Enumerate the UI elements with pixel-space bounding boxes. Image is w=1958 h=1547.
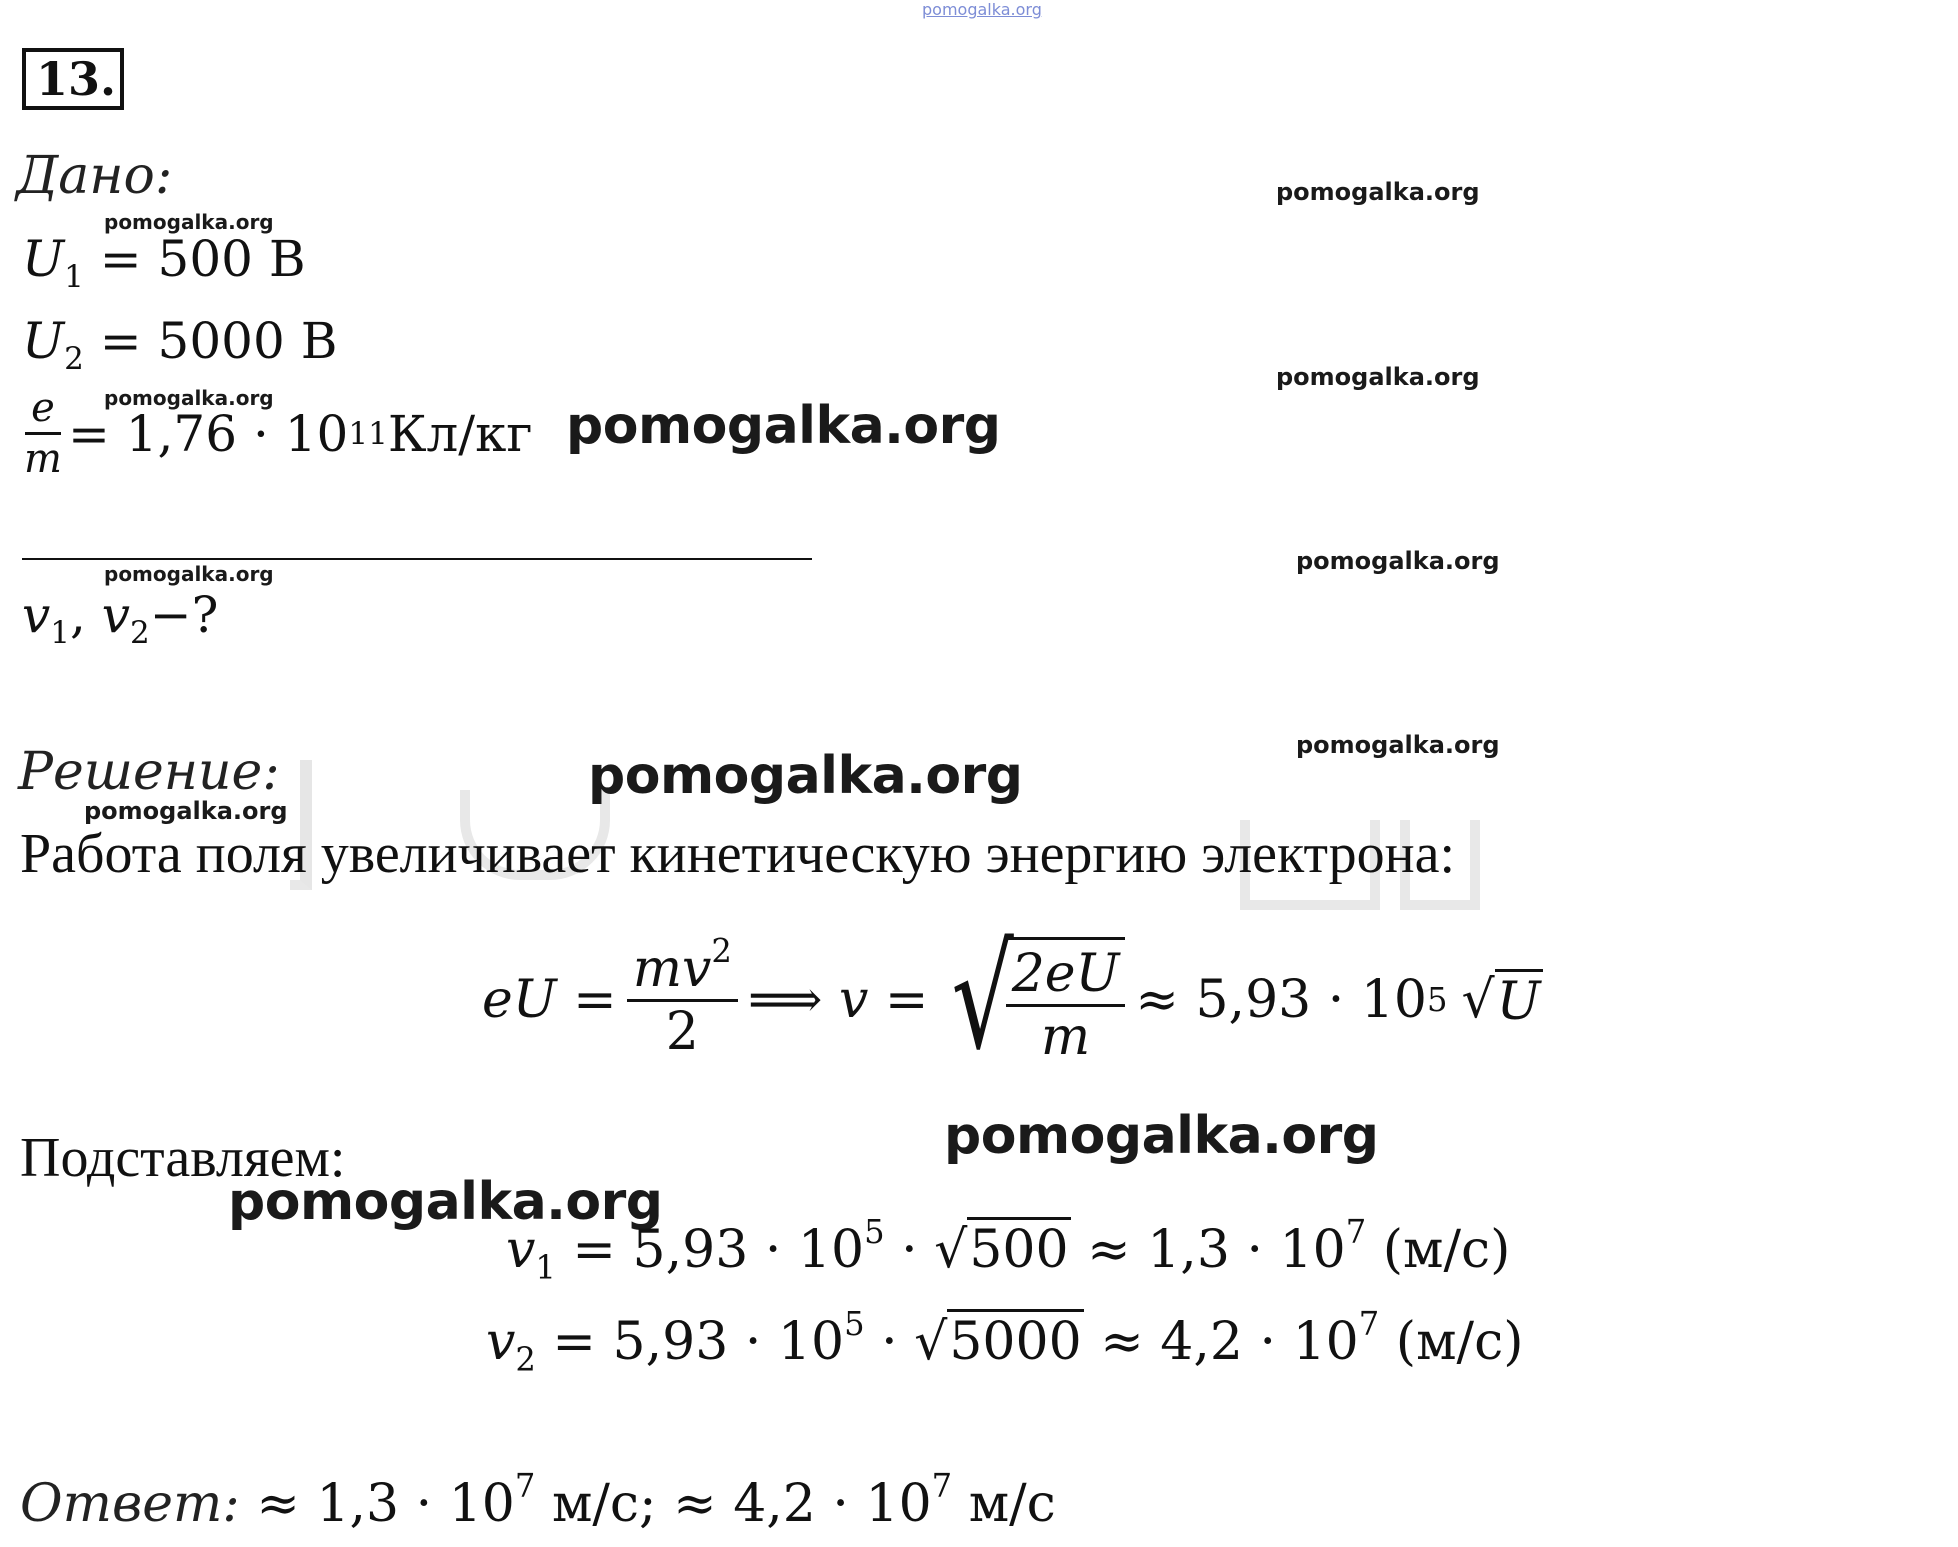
- problem-number: 13.: [36, 52, 117, 106]
- watermark: pomogalka.org: [104, 562, 274, 586]
- solution-heading: Решение:: [18, 742, 280, 802]
- sqrt-small: √: [1461, 970, 1495, 1030]
- problem-number-box: [22, 48, 124, 110]
- subscript: 1: [64, 258, 84, 295]
- var-u: U: [22, 312, 65, 370]
- answer-value-1: ≈ 1,3 · 10: [239, 1474, 515, 1534]
- separator: ,: [69, 586, 102, 644]
- main-formula: eU = $\frac{mv^2}{2}$ ⟹ v = √ $\frac{2eU}{m}$ ≈ 5,93 · 10 5 √ U: [482, 918, 1541, 1081]
- subscript: 1: [535, 1248, 556, 1287]
- fraction-numerator: 2eU: [1006, 948, 1126, 1007]
- var-v: v: [101, 586, 131, 644]
- formula-lhs: eU =: [482, 970, 617, 1030]
- sqrt-radicand: U: [1495, 969, 1543, 1032]
- multiply: ·: [884, 1220, 935, 1280]
- exponent: 2: [711, 931, 732, 970]
- fraction-kinetic: [627, 931, 738, 1062]
- watermark: pomogalka.org: [104, 210, 274, 234]
- sqrt-radicand: 500: [967, 1217, 1070, 1280]
- exponent: 5: [844, 1304, 865, 1343]
- solution-intro: Работа поля увеличивает кинетическую энергию электрона:: [20, 823, 1456, 885]
- answer-line: [20, 1466, 1056, 1534]
- watermark: pomogalka.org: [944, 1106, 1379, 1166]
- exponent: 7: [514, 1466, 536, 1505]
- given-u1: [22, 230, 306, 295]
- var-u: U: [22, 230, 65, 288]
- watermark: pomogalka.org: [228, 1172, 663, 1232]
- unit: (м/с): [1379, 1312, 1524, 1372]
- question-mark: −?: [149, 586, 219, 644]
- watermark: pomogalka.org: [1276, 178, 1480, 206]
- exponent: 7: [1358, 1304, 1380, 1343]
- calc-coefficient: = 5,93 · 10: [555, 1220, 865, 1280]
- unit: Кл/кг: [387, 404, 533, 463]
- var-v: v: [22, 586, 51, 644]
- calc-result: ≈ 4,2 · 10: [1083, 1312, 1359, 1372]
- value-u2: = 5000 В: [83, 312, 338, 370]
- unit: м/с: [952, 1474, 1056, 1534]
- substitute-heading: Подставляем:: [20, 1127, 346, 1189]
- subscript: 2: [64, 340, 84, 377]
- calc-result: ≈ 1,3 · 10: [1070, 1220, 1346, 1280]
- sqrt-fraction: [1006, 937, 1126, 1067]
- given-charge-ratio: $\frac{e}{m}$ = 1,76 · 10 11 Кл/кг: [18, 388, 533, 479]
- formula-approx: ≈ 5,93 · 10: [1135, 970, 1428, 1030]
- sqrt-small: √: [934, 1220, 968, 1280]
- formula-implies: ⟹ v =: [747, 970, 929, 1030]
- watermark: pomogalka.org: [84, 797, 288, 825]
- value-u1: = 500 В: [83, 230, 306, 288]
- find-velocities: [22, 586, 219, 651]
- calc-coefficient: = 5,93 · 10: [535, 1312, 845, 1372]
- answer-heading: Ответ:: [20, 1474, 240, 1534]
- fraction-denominator: 2: [665, 1001, 699, 1062]
- fraction-numerator: [627, 931, 738, 1002]
- exponent: 5: [864, 1212, 885, 1251]
- sqrt-symbol: √: [951, 918, 1015, 1081]
- sqrt-small: √: [914, 1312, 948, 1372]
- unit: м/с;: [535, 1474, 674, 1534]
- var-v: v: [486, 1312, 516, 1372]
- var-v: v: [506, 1220, 536, 1280]
- given-heading: Дано:: [16, 146, 173, 206]
- calc-v1: [506, 1212, 1511, 1287]
- watermark: pomogalka.org: [566, 396, 1001, 456]
- given-divider: [22, 558, 812, 560]
- fraction-e-m: [18, 385, 68, 482]
- subscript: 1: [50, 614, 70, 651]
- subscript: 2: [515, 1340, 536, 1379]
- value-ratio: = 1,76 · 10: [67, 404, 349, 463]
- exponent: 7: [1345, 1212, 1367, 1251]
- unit: (м/с): [1366, 1220, 1511, 1280]
- sqrt-radicand: 5000: [947, 1309, 1083, 1372]
- top-watermark: pomogalka.org: [922, 0, 1042, 19]
- fraction-numerator: e: [25, 388, 61, 435]
- answer-value-2: ≈ 4,2 · 10: [673, 1474, 932, 1534]
- multiply: ·: [864, 1312, 915, 1372]
- subscript: 2: [130, 614, 150, 651]
- watermark: pomogalka.org: [104, 386, 274, 410]
- watermark: pomogalka.org: [1296, 731, 1500, 759]
- given-u2: [22, 312, 338, 377]
- watermark: pomogalka.org: [588, 746, 1023, 806]
- watermark: pomogalka.org: [1296, 547, 1500, 575]
- exponent: 7: [931, 1466, 953, 1505]
- numerator-text: mv: [632, 938, 712, 999]
- fraction-denominator: m: [1040, 1007, 1091, 1067]
- calc-v2: [486, 1304, 1524, 1379]
- watermark: pomogalka.org: [1276, 363, 1480, 391]
- fraction-denominator: m: [24, 436, 62, 482]
